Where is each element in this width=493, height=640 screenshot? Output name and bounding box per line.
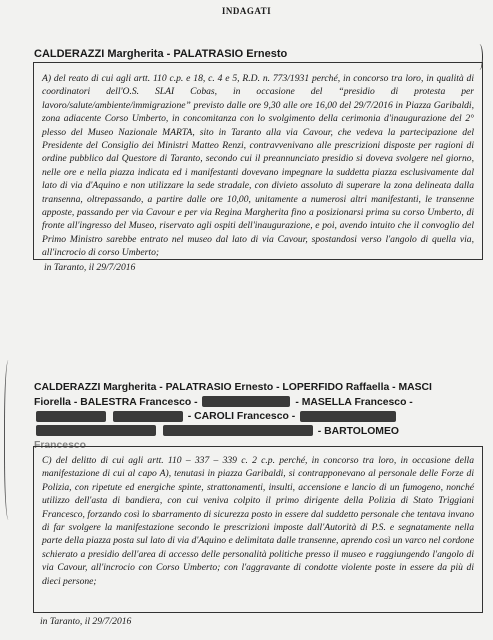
place-date-section2: in Taranto, il 29/7/2016 [40,616,132,627]
charge-text-c: C) del delitto di cui agli artt. 110 – 337 – 339 c. 2 c.p. perché, in concorso tra loro, in occasione della manifestazione di cui al capo A), tenutasi in piazza Garibaldi, si contrapponevano al personale delle Forze di Polizia, con ripetute ed energiche spinte, strattonamenti, insulti, accensione e lancio di un fumogeno, nonché utilizzo dell'asta di bandiera, con cui veniva colpito il primo dirigente della Polizia di Stato Triggiani Francesco, forzando così lo sbarramento di sicurezza posto in essere dal suddetto personale che tentava invano di far svolgere la manifestazione secondo le prescrizioni imposte dall'Autorità di P.S. e segnatamente nella parte della piazza posta sul lato di via d'Aquino e delimitata dalle transenne, aprendo così un varco nel cordone schierato a presidio dell'area di accesso delle personalità politiche presso il museo e raggiungendo l'angolo di via Cavour, all'incrocio con Corso Umberto; con l'aggravante di condotte violente poste in essere da più di dieci persone; [42,455,474,587]
redaction-block [163,425,313,436]
page-header: INDAGATI [221,6,272,16]
names-line-4 [34,425,484,440]
names-line-5: Francesco [34,440,86,451]
redaction-block [300,411,396,422]
names-line-1: CALDERAZZI Margherita - PALATRASIO Ernesto - LOPERFIDO Raffaella - MASCI [34,382,432,393]
names-line-2b: - MASELLA Francesco - [295,396,413,408]
redaction-block [36,425,156,436]
margin-pen-line [4,360,15,520]
names-line-4a: - BARTOLOMEO [317,425,399,437]
charge-text-a: A) del reato di cui agli artt. 110 c.p. e 18, c. 4 e 5, R.D. n. 773/1931 perché, in concorso tra loro, in qualità di coordinatori dell'O.S. SLAI Cobas, in occasione del “presidio di protesta per lavoro/salute/ambiente/immigrazione” previsto dalle ore 9,30 alle ore 16,00 del 29/7/2016 in Piazza Garibaldi, zona adiacente Corso Umberto, in concomitanza con lo svolgimento della cerimonia d'inaugurazione del 2° plesso del Museo Nazionale MARTA, sito in Taranto alla via Cavour, che vedeva la partecipazione del Presidente del Consiglio dei Ministri Matteo Renzi, contravvenivano alle prescrizioni disposte per ragioni di ordine pubblico dal Questore di Taranto, secondo cui il preannunciato presidio si doveva svolgere nel giorno, nelle ore e nella piazza indicata ed i manifestanti dovevano impegnare la suddetta piazza esclusivamente dal lato di via d'Aquino e non utilizzare la sede stradale, con divieto assoluto di superare la zona delineata dalla transenna, oltrepassando, a partire dalle ore 10,00, unitamente a numerosi altri manifestanti, le transenne apposte, passando per via Cavour e per via Regina Margherita fino a posizionarsi prima su corso Umberto, di fronte all'ingresso del Museo, riservato agli ospiti dell'inaugurazione, e poi, avendo intuito che il convoglio del Primo Ministro sarebbe entrato nel museo dal lato di via Cavour, spostandosi verso l'angolo di quella via, all'incrocio di corso Umberto; [42,73,474,259]
names-line-2a: Fiorella - BALESTRA Francesco - [34,396,198,408]
place-date-section1: in Taranto, il 29/7/2016 [44,262,136,273]
redaction-block [113,411,183,422]
redaction-block [36,411,106,422]
defendants-names-section2 [34,381,484,454]
names-line-3 [34,410,484,425]
defendants-names-section1: CALDERAZZI Margherita - PALATRASIO Ernesto [34,48,288,60]
names-line-2 [34,396,484,411]
names-line-3a: - CAROLI Francesco - [187,411,296,422]
redaction-block [202,396,290,407]
